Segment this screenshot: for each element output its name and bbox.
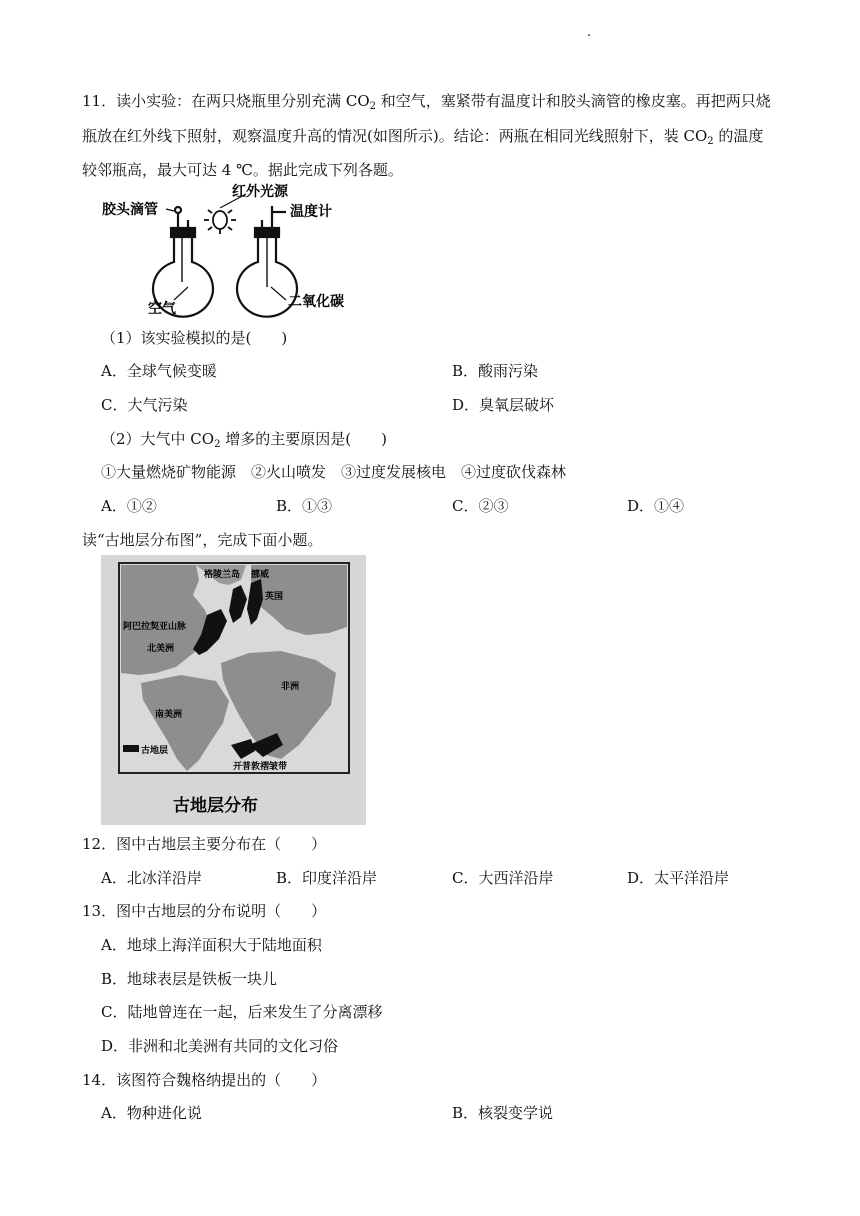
q11-sub2-stem: （2）大气中 $CO_2$ 增多的主要原因是( ) — [101, 430, 387, 450]
q14-option-b[interactable]: B．核裂变学说 — [452, 1104, 554, 1122]
q12-option-b[interactable]: B．印度洋沿岸 — [276, 869, 378, 887]
label-ir-source: 红外光源 — [232, 184, 288, 200]
q11-sub1-option-d[interactable]: D．臭氧层破坏 — [452, 396, 555, 414]
q13-option-c[interactable]: C．陆地曾连在一起，后来发生了分离漂移 — [101, 1003, 383, 1021]
experiment-figure — [96, 182, 366, 322]
ancient-strata-map — [101, 555, 366, 825]
q11-sub1-option-a[interactable]: A．全球气候变暖 — [101, 362, 217, 380]
q12-stem: 12．图中古地层主要分布在（ ） — [82, 835, 327, 853]
q11-line3: 较邻瓶高，最大可达 4 ℃。据此完成下列各题。 — [82, 161, 403, 179]
map-intro: 读“古地层分布图”，完成下面小题。 — [82, 531, 323, 549]
q11-sub1-option-b[interactable]: B．酸雨污染 — [452, 362, 539, 380]
map-label-cape-belt: 开普敦褶皱带 — [233, 762, 288, 772]
q11-line2: 瓶放在红外线下照射，观察温度升高的情况(如图所示)。结论：两瓶在相同光线照射下，装 $CO_2$ 的温度 — [82, 127, 764, 147]
map-label-africa: 非洲 — [281, 682, 300, 692]
q14-stem: 14．该图符合魏格纳提出的（ ） — [82, 1071, 327, 1089]
q11-line1: 11．读小实验：在两只烧瓶里分别充满 $CO_2$ 和空气，塞紧带有温度计和胶头滴管的橡皮塞。再把两只烧 — [82, 92, 771, 112]
q14-option-a[interactable]: A．物种进化说 — [101, 1104, 202, 1122]
map-label-north-america: 北美洲 — [147, 644, 175, 654]
map-label-norway: 挪威 — [251, 570, 270, 580]
legend-swatch — [123, 745, 139, 752]
scan-dot — [588, 34, 590, 36]
q12-option-a[interactable]: A．北冰洋沿岸 — [101, 869, 202, 887]
q12-option-c[interactable]: C．大西洋沿岸 — [452, 869, 554, 887]
map-caption: 古地层分布 — [173, 796, 258, 816]
q11-sub1-stem: （1）该实验模拟的是( ) — [101, 329, 288, 347]
map-label-uk: 英国 — [265, 592, 284, 602]
q13-option-a[interactable]: A．地球上海洋面积大于陆地面积 — [101, 936, 322, 954]
label-co2: 二氧化碳 — [288, 294, 344, 310]
q13-option-b[interactable]: B．地球表层是铁板一块儿 — [101, 970, 278, 988]
q11-sub2-option-d[interactable]: D．①④ — [627, 497, 685, 515]
q12-option-d[interactable]: D．太平洋沿岸 — [627, 869, 730, 887]
map-label-appalachian: 阿巴拉契亚山脉 — [123, 622, 187, 632]
q11-sub2-option-b[interactable]: B．①③ — [276, 497, 333, 515]
q13-option-d[interactable]: D．非洲和北美洲有共同的文化习俗 — [101, 1037, 339, 1055]
q11-sub1-option-c[interactable]: C．大气污染 — [101, 396, 188, 414]
infrared-lamp-icon — [204, 194, 246, 234]
q13-stem: 13．图中古地层的分布说明（ ） — [82, 902, 327, 920]
q11-sub2-option-c[interactable]: C．②③ — [452, 497, 509, 515]
map-label-greenland: 格陵兰岛 — [204, 570, 241, 580]
map-label-south-america: 南美洲 — [155, 710, 183, 720]
legend-label: 古地层 — [141, 746, 169, 756]
label-air: 空气 — [148, 301, 176, 317]
label-dropper: 胶头滴管 — [102, 202, 158, 218]
label-thermometer: 温度计 — [290, 204, 332, 220]
q11-sub2-option-a[interactable]: A．①② — [101, 497, 157, 515]
q11-sub2-items: ①大量燃烧矿物能源 ②火山喷发 ③过度发展核电 ④过度砍伐森林 — [101, 463, 567, 481]
